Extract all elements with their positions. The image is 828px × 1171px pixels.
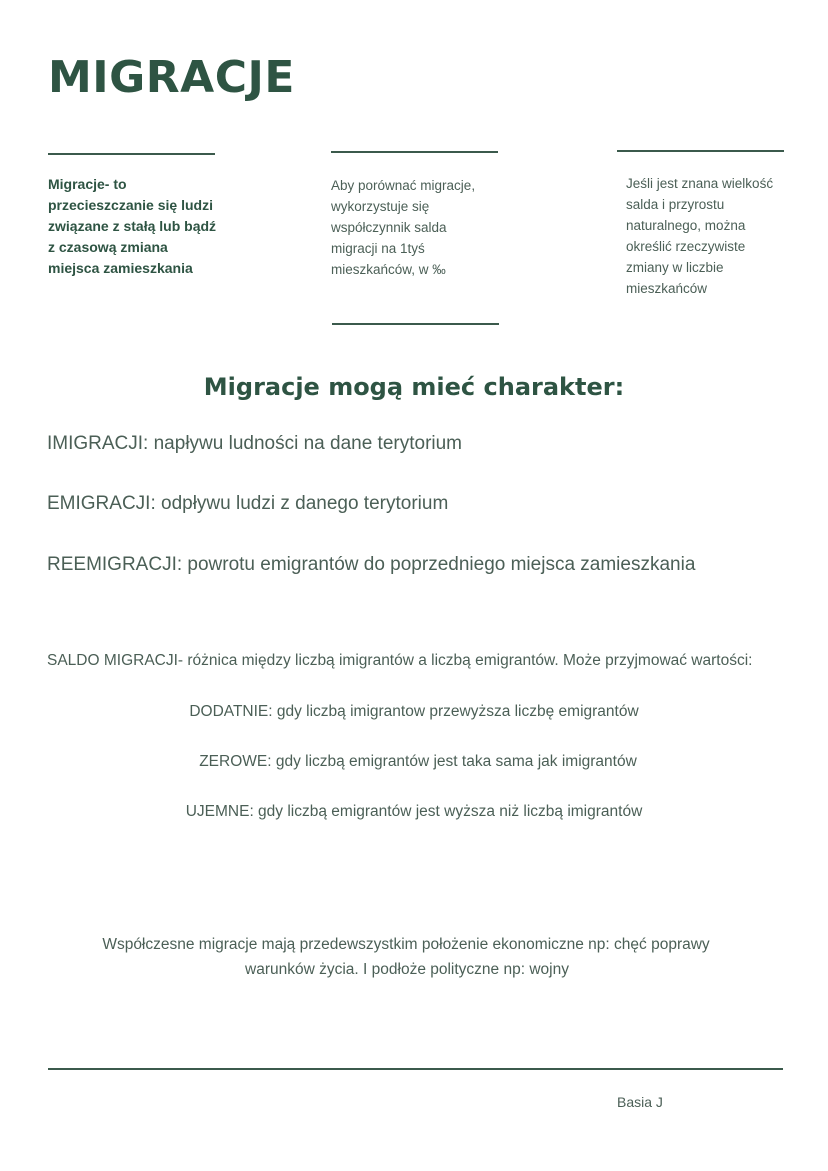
value-negative: UJEMNE: gdy liczbą emigrantów jest wyższa niż liczbą imigrantów — [185, 803, 643, 820]
section-heading: Migracje mogą mieć charakter: — [203, 373, 625, 401]
divider — [332, 323, 499, 325]
saldo-definition: SALDO MIGRACJI- różnica między liczbą imigrantów a liczbą emigrantów. Może przyjmować wartości: — [47, 652, 753, 669]
type-emigration: EMIGRACJI: odpływu ludzi z danego terytorium — [47, 493, 449, 514]
conclusion-line-2: warunków życia. I podłoże polityczne np: wojny — [245, 961, 569, 978]
page-title: MIGRACJE — [48, 52, 295, 103]
author: Basia J — [617, 1094, 663, 1110]
type-immigration: IMIGRACJI: napływu ludności na dane terytorium — [47, 433, 463, 454]
value-positive: DODATNIE: gdy liczbą imigrantow przewyższa liczbę emigrantów — [189, 703, 639, 720]
conclusion-line-1: Współczesne migracje mają przedewszystkim położenie ekonomiczne np: chęć poprawy — [102, 936, 710, 953]
population-change-column: Jeśli jest znana wielkość salda i przyrostu naturalnego, można określić rzeczywiste zmiany w liczbie mieszkańców — [626, 176, 774, 296]
type-reemigration: REEMIGRACJI: powrotu emigrantów do poprzedniego miejsca zamieszkania — [47, 554, 696, 575]
value-zero: ZEROWE: gdy liczbą emigrantów jest taka sama jak imigrantów — [199, 753, 637, 770]
divider — [617, 150, 784, 152]
divider — [48, 153, 215, 155]
coefficient-column: Aby porównać migracje, wykorzystuje się współczynnik salda migracji na 1tyś mieszkańców, w ‰ — [331, 178, 476, 277]
divider — [331, 151, 498, 153]
definition-column: Migracje- to przecieszczanie się ludzi związane z stałą lub bądź z czasową zmiana miejsca zamieszkania — [48, 176, 217, 276]
footer-divider — [48, 1068, 783, 1070]
